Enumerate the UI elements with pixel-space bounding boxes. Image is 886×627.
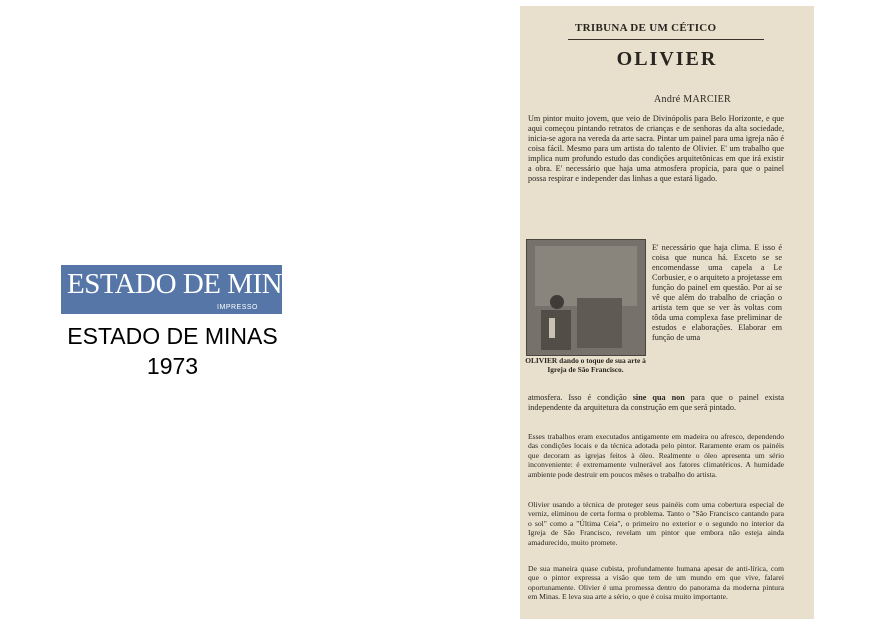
article-photo [526,239,646,356]
heading-divider [568,39,764,40]
logo-subtitle: IMPRESSO [217,304,258,311]
photo-graphic [527,240,645,355]
photo-caption: OLIVIER dando o toque de sua arte à Igreja de São Francisco. [525,356,646,374]
article-title: OLIVIER [616,48,718,70]
newspaper-clipping [520,6,814,619]
newspaper-logo [61,265,319,314]
article-author: André MARCIER [654,94,731,105]
paragraph-5: Olivier usando a técnica de proteger seus painéis com uma cobertura especial de verniz, eliminou de certa forma o problema. Tanto o "São Francisco cantando para o sol" como a "Última Ceia", o primeiro no exterior e o segundo no interior da Igreja de São Francisco, revelam um pintor que embora não esteja ainda amadurecido, muito promete. [528,500,784,547]
paragraph-4: Esses trabalhos eram executados antigamente em madeira ou afresco, dependendo das condições locais e da técnica adotada pelo pintor. Raramente eram os painéis que decoram as igrejas feitos à óleo. Realmente o óleo apresenta um sério inconveniente: é extremamente vulnerável aos fatores climatéricos. A humidade ambiente pode destruir em poucos mêses o trabalho do artista. [528,432,784,479]
publication-year: 1973 [146,353,199,379]
paragraph-3-start: atmosfera. Isso é condição [528,393,633,402]
paragraph-2: E' necessário que haja clima. E isso é coisa que nunca há. Exceto se se encomendasse uma capela a Le Corbusier, e o arquiteto a projetasse em função do painel em questão. Por aí se vê que além do trabalho de criação o artista tem que se ver às voltas com tôda uma complexa fase preliminar de estudos e elaborações. Elaborar em função de uma [652,243,782,342]
paragraph-3 [528,393,784,413]
paragraph-3-end: para que o painel exista independente da arquitetura da construção em que será pintado. [528,393,784,412]
paragraph-3-emphasis: sine qua non [632,393,685,402]
logo-title: ESTADO DE MINAS [67,268,319,300]
publication-name: ESTADO DE MINAS [67,323,278,349]
paragraph-1: Um pintor muito jovem, que veio de Divinópolis para Belo Horizonte, e que aqui começou pintando retratos de crianças e de senhoras da alta sociedade, inicia-se agora na vereda da arte sacra. Pintar um painel para uma igreja não é coisa fácil. Mesmo para um artista do talento de Olivier. E' um trabalho que implica num profundo estudo das condições arquitetônicas em que irá existir a obra. E' necessário que haja uma atmosfera propícia, para que o painel possa respirar e independer das linhas a que estará ligado. [528,114,784,183]
column-heading: TRIBUNA DE UM CÉTICO [575,22,717,34]
paragraph-6: De sua maneira quase cubista, profundamente humana apesar de anti-lírica, com que o pintor expressa a visão que tem de um mundo em que vive, falarei oportunamente. Olivier é uma promessa dentro do panorama da moderna pintura em Minas. E leva sua arte a sério, o que é coisa muito importante. [528,564,784,602]
